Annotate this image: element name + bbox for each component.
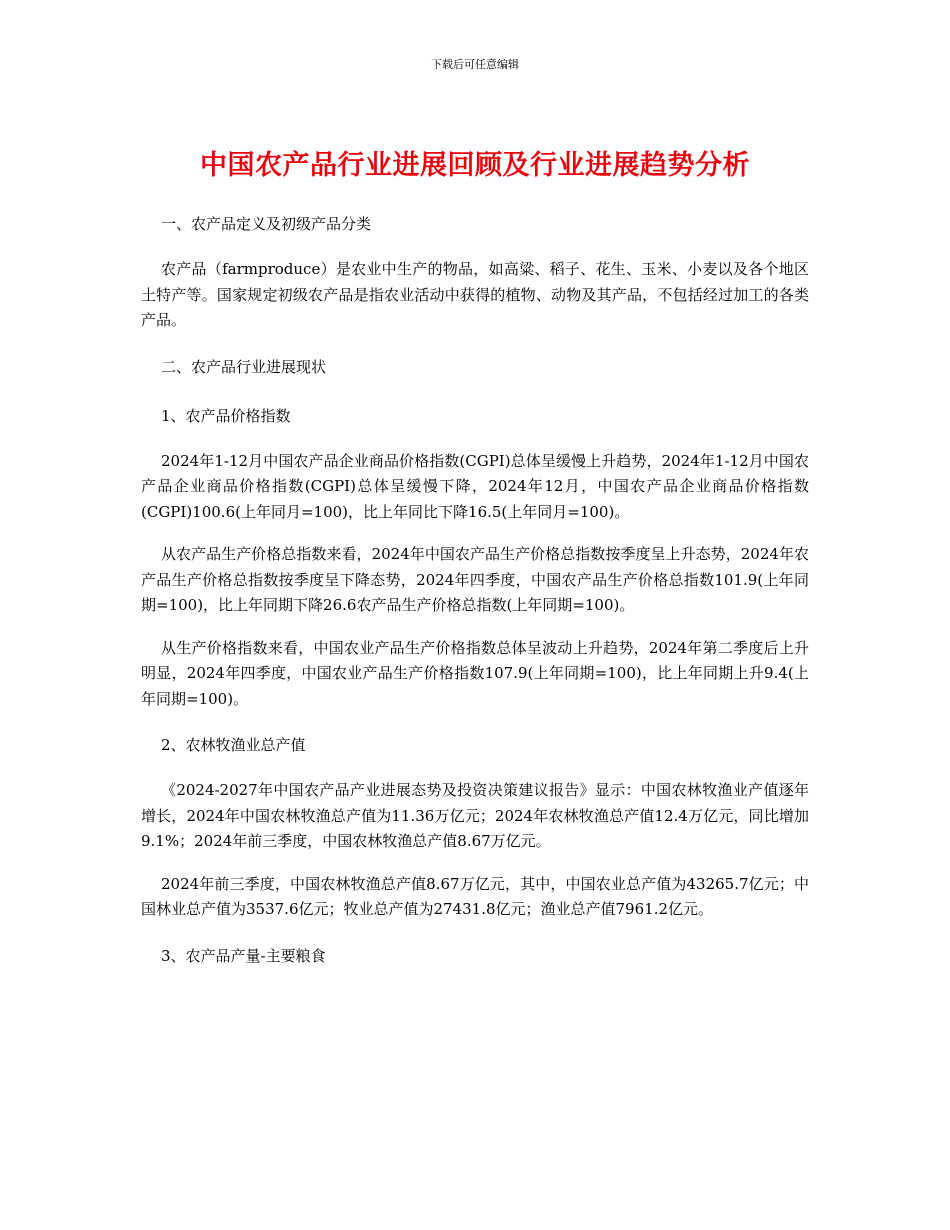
paragraph-producer-price-total: 从农产品生产价格总指数来看，2024年中国农产品生产价格总指数按季度呈上升态势，2024年农产品生产价格总指数按季度呈下降态势，2024年四季度，中国农产品生产价格总指数101.9(上年同期=100)，比上年同期下降26.6农产品生产价格总指数(上年同期=100)。	[141, 545, 809, 614]
header-note: 下载后可任意编辑	[431, 58, 519, 71]
document-body	[141, 208, 809, 989]
section-heading-definition: 一、农产品定义及初级产品分类	[161, 215, 372, 233]
paragraph-output-value-breakdown: 2024年前三季度，中国农林牧渔总产值8.67万亿元，其中，中国农业总产值为43265.7亿元；中国林业总产值为3537.6亿元；牧业总产值为27431.8亿元；渔业总产值7961.2亿元。	[141, 874, 809, 918]
paragraph-producer-price: 从生产价格指数来看，中国农业产品生产价格指数总体呈波动上升趋势，2024年第二季度后上升明显，2024年四季度，中国农业产品生产价格指数107.9(上年同期=100)，比上年同期上升9.4(上年同期=100)。	[141, 638, 809, 708]
document-title: 中国农产品行业进展回顾及行业进展趋势分析	[200, 150, 750, 181]
subsection-heading-grain-output: 3、农产品产量-主要粮食	[161, 946, 326, 965]
section-heading-status: 二、农产品行业进展现状	[161, 357, 327, 376]
paragraph-cgpi: 2024年1-12月中国农产品企业商品价格指数(CGPI)总体呈缓慢上升趋势，2024年1-12月中国农产品企业商品价格指数(CGPI)总体呈缓慢下降，2024年12月，中国农产品企业商品价格指数(CGPI)100.6(上年同月=100)，比上年同比下降16.5(上年同月=100)。	[141, 451, 809, 521]
paragraph-definition: 农产品（farmproduce）是农业中生产的物品，如高粱、稻子、花生、玉米、小麦以及各个地区土特产等。国家规定初级农产品是指农业活动中获得的植物、动物及其产品，不包括经过加工的各类产品。	[141, 260, 809, 329]
paragraph-output-value-report: 《2024-2027年中国农产品产业进展态势及投资决策建议报告》显示：中国农林牧渔业产值逐年增长，2024年中国农林牧渔总产值为11.36万亿元；2024年农林牧渔总产值12.4万亿元，同比增加9.1%；2024年前三季度，中国农林牧渔总产值8.67万亿元。	[141, 781, 809, 850]
subsection-heading-price-index: 1、农产品价格指数	[161, 406, 291, 425]
subsection-heading-output-value: 2、农林牧渔业总产值	[161, 736, 306, 754]
